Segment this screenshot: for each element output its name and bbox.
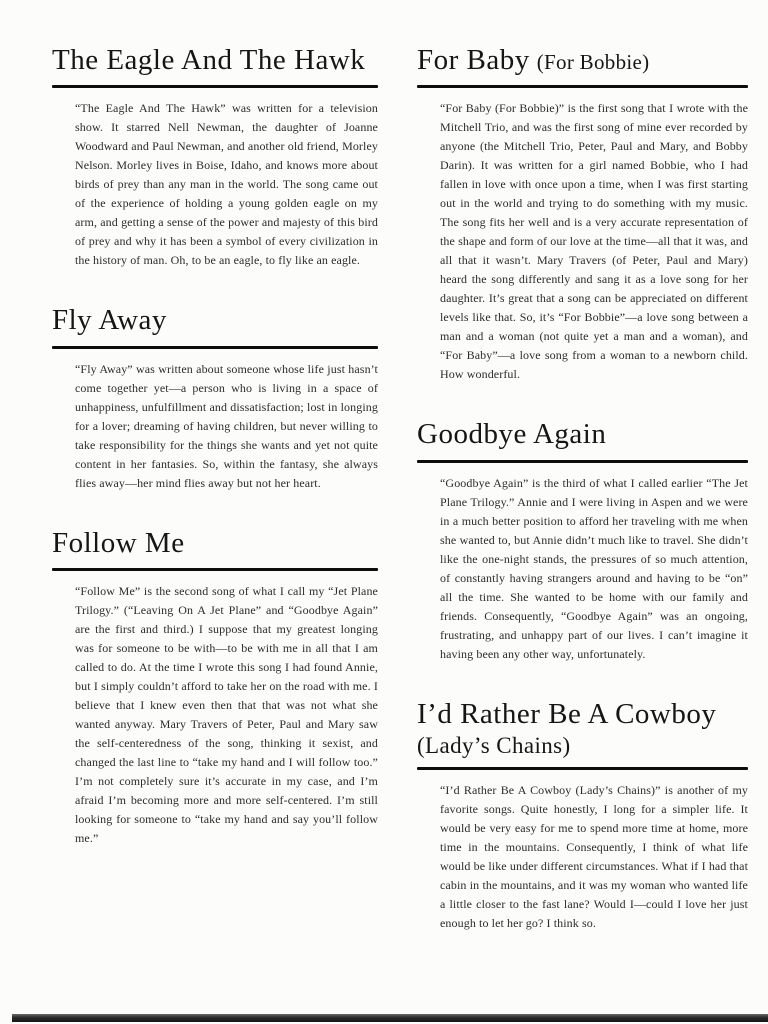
section-rule xyxy=(52,346,378,349)
song-section-goodbye-again xyxy=(417,418,748,663)
page-scan-bottom-edge xyxy=(12,1014,768,1022)
section-title: Follow Me xyxy=(52,526,185,559)
section-body: “Fly Away” was written about someone whose life just hasn’t come together yet—a person who is living in a space of unhappiness, unfulfillment and dissatisfaction; lost in longing for a lover; dreaming of having children, but never willing to take responsibility for the things she wants and yet not quite content in her fantasies. So, within the fantasy, she always flies away—her mind flies away but not her heart. xyxy=(75,361,378,490)
section-rule xyxy=(52,568,378,571)
section-title-suffix: (For Bobbie) xyxy=(536,50,650,74)
song-section-rather-be-a-cowboy xyxy=(417,698,748,933)
section-title: I’d Rather Be A Cowboy xyxy=(417,697,717,730)
section-rule xyxy=(417,767,748,770)
section-body: “Goodbye Again” is the third of what I called earlier “The Jet Plane Trilogy.” Annie and I were living in Aspen and we were in a much better position to afford her traveling with me when she wanted to, but Annie didn’t much like to travel. She didn’t like the one-night stands, the pressures of so much attention, of constantly having strangers around and having to be “on” all the time. She wanted to be home with our family and friends. Consequently, “Goodbye Again” was an ongoing, frustrating, and unhappy part of our lives. I can’t imagine it having been any other way, unfortunately. xyxy=(440,475,748,661)
section-body: “For Baby (For Bobbie)” is the first song that I wrote with the Mitchell Trio, and was the first song of mine ever recorded by anyone (the Mitchell Trio, Peter, Paul and Mary, and Bobby Darin). It was written for a girl named Bobbie, who I had fallen in love with once upon a time, when I was first starting out in the world and trying to do something with my music. The song fits her well and is a very accurate representation of the shape and form of our love at the time—all that it was, and all that it wasn’t. Mary Travers (of Peter, Paul and Mary) heard the song differently and sang it as a love song for her daughter. It’s great that a song can be appreciated on different levels like that. So, it’s “For Bobbie”—a love song between a man and a woman (not quite yet a man and a woman), and “For Baby”—a love song from a woman to a newborn child. How wonderful. xyxy=(440,101,748,382)
section-title: Fly Away xyxy=(52,304,167,337)
song-section-eagle-and-hawk xyxy=(52,44,378,270)
section-title-main: For Baby xyxy=(417,44,530,76)
section-body: “Follow Me” is the second song of what I call my “Jet Plane Trilogy.” (“Leaving On A Jet Plane” and “Goodbye Again” are the first and third.) I suppose that my greatest longing was for someone to be with—to be with me in all that I am called to do. At the time I wrote this song I had found Annie, but I simply couldn’t afford to take her on the road with me. I believe that I knew even then that that was not what she wanted anyway. Mary Travers of Peter, Paul and Mary saw the self-centeredness of the song, thinking it sexist, and changed the last line to “take my hand and I will follow too.” I’m not completely sure it’s accurate in my case, and I’m afraid I’m becoming more and more self-centered. I’m still looking for someone to “take my hand and say you’ll follow me.” xyxy=(75,584,378,846)
section-rule xyxy=(52,85,378,88)
section-title: Goodbye Again xyxy=(417,418,607,451)
section-subtitle: (Lady’s Chains) xyxy=(417,733,571,759)
left-column xyxy=(52,44,378,848)
song-section-for-baby xyxy=(417,44,748,384)
section-title xyxy=(417,44,748,77)
section-body: “I’d Rather Be A Cowboy (Lady’s Chains)” is another of my favorite songs. Quite honestly, I long for a simpler life. It would be very easy for me to spend more time at home, more time in the mountains. Consequently, I think of what life would be like under different circumstances. What if I had that cabin in the mountains, and it was my woman who wanted life a little closer to the fast lane? Would I—could I love her just enough to let her go? I think so. xyxy=(440,783,748,931)
song-section-follow-me xyxy=(52,527,378,848)
section-rule xyxy=(417,460,748,463)
right-column xyxy=(417,44,748,933)
section-title: The Eagle And The Hawk xyxy=(52,44,366,76)
section-body: “The Eagle And The Hawk” was written for a television show. It starred Nell Newman, the daughter of Joanne Woodward and Paul Newman, and another old friend, Morley Nelson. Morley lives in Boise, Idaho, and knows more about birds of prey than any man in the world. The song came out of the experience of holding a young golden eagle on my arm, and getting a sense of the power and majesty of this bird of prey and why it has been a symbol of every civilization in the history of man. Oh, to be an eagle, to fly like an eagle. xyxy=(75,101,378,268)
section-rule xyxy=(417,85,748,88)
song-section-fly-away xyxy=(52,304,378,492)
